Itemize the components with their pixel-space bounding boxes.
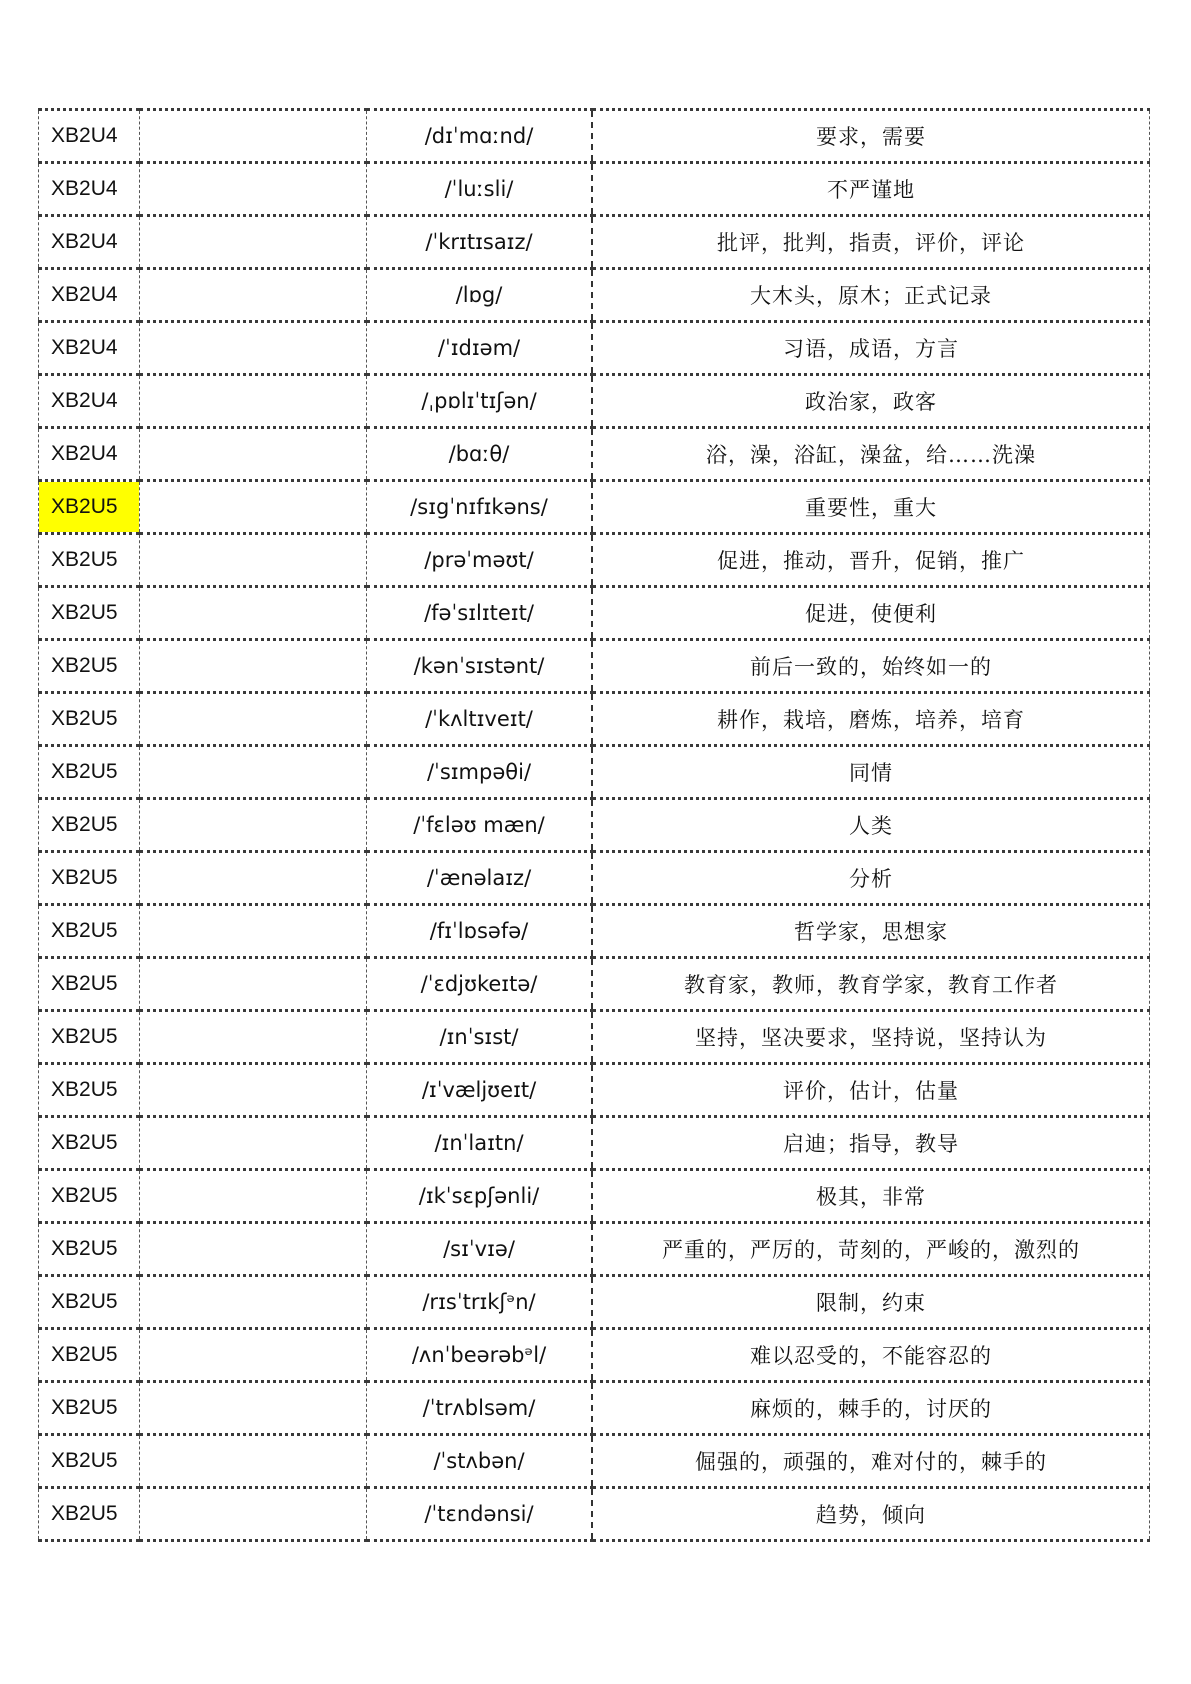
unit-cell[interactable]: XB2U5 <box>39 640 140 693</box>
meaning-cell[interactable]: 难以忍受的，不能容忍的 <box>592 1329 1150 1382</box>
meaning-cell[interactable]: 分析 <box>592 852 1150 905</box>
phonetic-cell[interactable]: /fɪˈlɒsəfə/ <box>367 905 593 958</box>
word-cell[interactable] <box>140 428 367 481</box>
meaning-cell[interactable]: 哲学家，思想家 <box>592 905 1150 958</box>
word-cell[interactable] <box>140 1117 367 1170</box>
unit-cell[interactable]: XB2U5 <box>39 1011 140 1064</box>
meaning-cell[interactable]: 大木头，原木；正式记录 <box>592 269 1150 322</box>
table-row <box>39 1064 1150 1117</box>
word-cell[interactable] <box>140 1223 367 1276</box>
word-cell[interactable] <box>140 1011 367 1064</box>
phonetic-cell[interactable]: /ˌpɒlɪˈtɪʃən/ <box>367 375 593 428</box>
word-cell[interactable] <box>140 1064 367 1117</box>
phonetic-cell[interactable]: /ˈkʌltɪveɪt/ <box>367 693 593 746</box>
table-row <box>39 746 1150 799</box>
table-row <box>39 587 1150 640</box>
meaning-cell[interactable]: 促进，使便利 <box>592 587 1150 640</box>
word-cell[interactable] <box>140 534 367 587</box>
unit-cell[interactable]: XB2U4 <box>39 375 140 428</box>
unit-cell[interactable]: XB2U5 <box>39 1223 140 1276</box>
unit-cell[interactable]: XB2U4 <box>39 216 140 269</box>
table-row <box>39 693 1150 746</box>
word-cell[interactable] <box>140 799 367 852</box>
unit-cell[interactable]: XB2U5 <box>39 958 140 1011</box>
table-row <box>39 322 1150 375</box>
vocabulary-table <box>38 108 1150 1542</box>
word-cell[interactable] <box>140 958 367 1011</box>
meaning-cell[interactable]: 人类 <box>592 799 1150 852</box>
word-cell[interactable] <box>140 746 367 799</box>
phonetic-cell[interactable]: /ˈɛdjʊkeɪtə/ <box>367 958 593 1011</box>
word-cell[interactable] <box>140 110 367 163</box>
unit-cell[interactable]: XB2U4 <box>39 110 140 163</box>
unit-cell[interactable]: XB2U5 <box>39 587 140 640</box>
table-row <box>39 1435 1150 1488</box>
phonetic-cell[interactable]: /ɪkˈsɛpʃənli/ <box>367 1170 593 1223</box>
unit-cell-highlighted[interactable]: XB2U5 <box>39 481 140 534</box>
unit-cell[interactable]: XB2U5 <box>39 852 140 905</box>
table-row <box>39 1488 1150 1541</box>
vocabulary-table-body <box>39 110 1150 1541</box>
table-row <box>39 163 1150 216</box>
unit-cell[interactable]: XB2U5 <box>39 1276 140 1329</box>
meaning-cell[interactable]: 前后一致的，始终如一的 <box>592 640 1150 693</box>
unit-cell[interactable]: XB2U5 <box>39 1435 140 1488</box>
meaning-cell[interactable]: 趋势，倾向 <box>592 1488 1150 1541</box>
unit-cell[interactable]: XB2U4 <box>39 428 140 481</box>
word-cell[interactable] <box>140 216 367 269</box>
phonetic-cell[interactable]: /rɪsˈtrɪkʃᵊn/ <box>367 1276 593 1329</box>
meaning-cell[interactable]: 启迪；指导，教导 <box>592 1117 1150 1170</box>
meaning-cell[interactable]: 政治家，政客 <box>592 375 1150 428</box>
table-row <box>39 428 1150 481</box>
table-row <box>39 1117 1150 1170</box>
unit-cell[interactable]: XB2U5 <box>39 1170 140 1223</box>
phonetic-cell[interactable]: /dɪˈmɑːnd/ <box>367 110 593 163</box>
meaning-cell[interactable]: 坚持，坚决要求，坚持说，坚持认为 <box>592 1011 1150 1064</box>
word-cell[interactable] <box>140 640 367 693</box>
word-cell[interactable] <box>140 693 367 746</box>
table-row <box>39 1011 1150 1064</box>
unit-cell[interactable]: XB2U5 <box>39 905 140 958</box>
meaning-cell[interactable]: 不严谨地 <box>592 163 1150 216</box>
word-cell[interactable] <box>140 269 367 322</box>
unit-cell[interactable]: XB2U4 <box>39 269 140 322</box>
meaning-cell[interactable]: 促进，推动，晋升，促销，推广 <box>592 534 1150 587</box>
word-cell[interactable] <box>140 1435 367 1488</box>
phonetic-cell[interactable]: /fəˈsɪlɪteɪt/ <box>367 587 593 640</box>
table-row <box>39 481 1150 534</box>
meaning-cell[interactable]: 批评，批判，指责，评价，评论 <box>592 216 1150 269</box>
table-row <box>39 1329 1150 1382</box>
phonetic-cell[interactable]: /sɪˈvɪə/ <box>367 1223 593 1276</box>
phonetic-cell[interactable]: /ɪˈvæljʊeɪt/ <box>367 1064 593 1117</box>
table-row <box>39 534 1150 587</box>
meaning-cell[interactable]: 浴，澡，浴缸，澡盆，给……洗澡 <box>592 428 1150 481</box>
phonetic-cell[interactable]: /bɑːθ/ <box>367 428 593 481</box>
phonetic-cell[interactable]: /sɪgˈnɪfɪkəns/ <box>367 481 593 534</box>
meaning-cell[interactable]: 限制，约束 <box>592 1276 1150 1329</box>
meaning-cell[interactable]: 习语，成语，方言 <box>592 322 1150 375</box>
table-row <box>39 375 1150 428</box>
word-cell[interactable] <box>140 905 367 958</box>
meaning-cell[interactable]: 麻烦的，棘手的，讨厌的 <box>592 1382 1150 1435</box>
table-row <box>39 269 1150 322</box>
vocabulary-sheet <box>38 108 1150 1542</box>
unit-cell[interactable]: XB2U5 <box>39 1329 140 1382</box>
table-row <box>39 905 1150 958</box>
phonetic-cell[interactable]: /ˈluːsli/ <box>367 163 593 216</box>
table-row <box>39 216 1150 269</box>
word-cell[interactable] <box>140 163 367 216</box>
phonetic-cell[interactable]: /ˈænəlaɪz/ <box>367 852 593 905</box>
meaning-cell[interactable]: 耕作，栽培，磨炼，培养，培育 <box>592 693 1150 746</box>
word-cell[interactable] <box>140 375 367 428</box>
word-cell[interactable] <box>140 1170 367 1223</box>
phonetic-cell[interactable]: /ˈkrɪtɪsaɪz/ <box>367 216 593 269</box>
word-cell[interactable] <box>140 1276 367 1329</box>
meaning-cell[interactable]: 评价，估计，估量 <box>592 1064 1150 1117</box>
phonetic-cell[interactable]: /ˈtɛndənsi/ <box>367 1488 593 1541</box>
table-row <box>39 640 1150 693</box>
phonetic-cell[interactable]: /ʌnˈbeərəbᵊl/ <box>367 1329 593 1382</box>
word-cell[interactable] <box>140 587 367 640</box>
phonetic-cell[interactable]: /ˈstʌbən/ <box>367 1435 593 1488</box>
meaning-cell[interactable]: 教育家，教师，教育学家，教育工作者 <box>592 958 1150 1011</box>
meaning-cell[interactable]: 同情 <box>592 746 1150 799</box>
word-cell[interactable] <box>140 852 367 905</box>
phonetic-cell[interactable]: /lɒg/ <box>367 269 593 322</box>
phonetic-cell[interactable]: /ˈtrʌblsəm/ <box>367 1382 593 1435</box>
meaning-cell[interactable]: 严重的，严厉的，苛刻的，严峻的，激烈的 <box>592 1223 1150 1276</box>
phonetic-cell[interactable]: /ɪnˈlaɪtn/ <box>367 1117 593 1170</box>
table-row <box>39 852 1150 905</box>
meaning-cell[interactable]: 极其，非常 <box>592 1170 1150 1223</box>
word-cell[interactable] <box>140 1488 367 1541</box>
unit-cell[interactable]: XB2U5 <box>39 693 140 746</box>
table-row <box>39 799 1150 852</box>
word-cell[interactable] <box>140 1382 367 1435</box>
unit-cell[interactable]: XB2U5 <box>39 534 140 587</box>
table-row <box>39 1276 1150 1329</box>
word-cell[interactable] <box>140 1329 367 1382</box>
phonetic-cell[interactable]: /ˈfɛləʊ mæn/ <box>367 799 593 852</box>
phonetic-cell[interactable]: /prəˈməʊt/ <box>367 534 593 587</box>
unit-cell[interactable]: XB2U5 <box>39 746 140 799</box>
phonetic-cell[interactable]: /kənˈsɪstənt/ <box>367 640 593 693</box>
phonetic-cell[interactable]: /ɪnˈsɪst/ <box>367 1011 593 1064</box>
meaning-cell[interactable]: 倔强的，顽强的，难对付的，棘手的 <box>592 1435 1150 1488</box>
table-row <box>39 958 1150 1011</box>
word-cell[interactable] <box>140 481 367 534</box>
table-row <box>39 1223 1150 1276</box>
unit-cell[interactable]: XB2U5 <box>39 1064 140 1117</box>
unit-cell[interactable]: XB2U4 <box>39 163 140 216</box>
phonetic-cell[interactable]: /ˈsɪmpəθi/ <box>367 746 593 799</box>
meaning-cell[interactable]: 重要性，重大 <box>592 481 1150 534</box>
table-row <box>39 1382 1150 1435</box>
table-row <box>39 1170 1150 1223</box>
unit-cell[interactable]: XB2U5 <box>39 1117 140 1170</box>
meaning-cell[interactable]: 要求，需要 <box>592 110 1150 163</box>
unit-cell[interactable]: XB2U4 <box>39 322 140 375</box>
word-cell[interactable] <box>140 322 367 375</box>
unit-cell[interactable]: XB2U5 <box>39 1488 140 1541</box>
phonetic-cell[interactable]: /ˈɪdɪəm/ <box>367 322 593 375</box>
unit-cell[interactable]: XB2U5 <box>39 1382 140 1435</box>
table-row <box>39 110 1150 163</box>
unit-cell[interactable]: XB2U5 <box>39 799 140 852</box>
